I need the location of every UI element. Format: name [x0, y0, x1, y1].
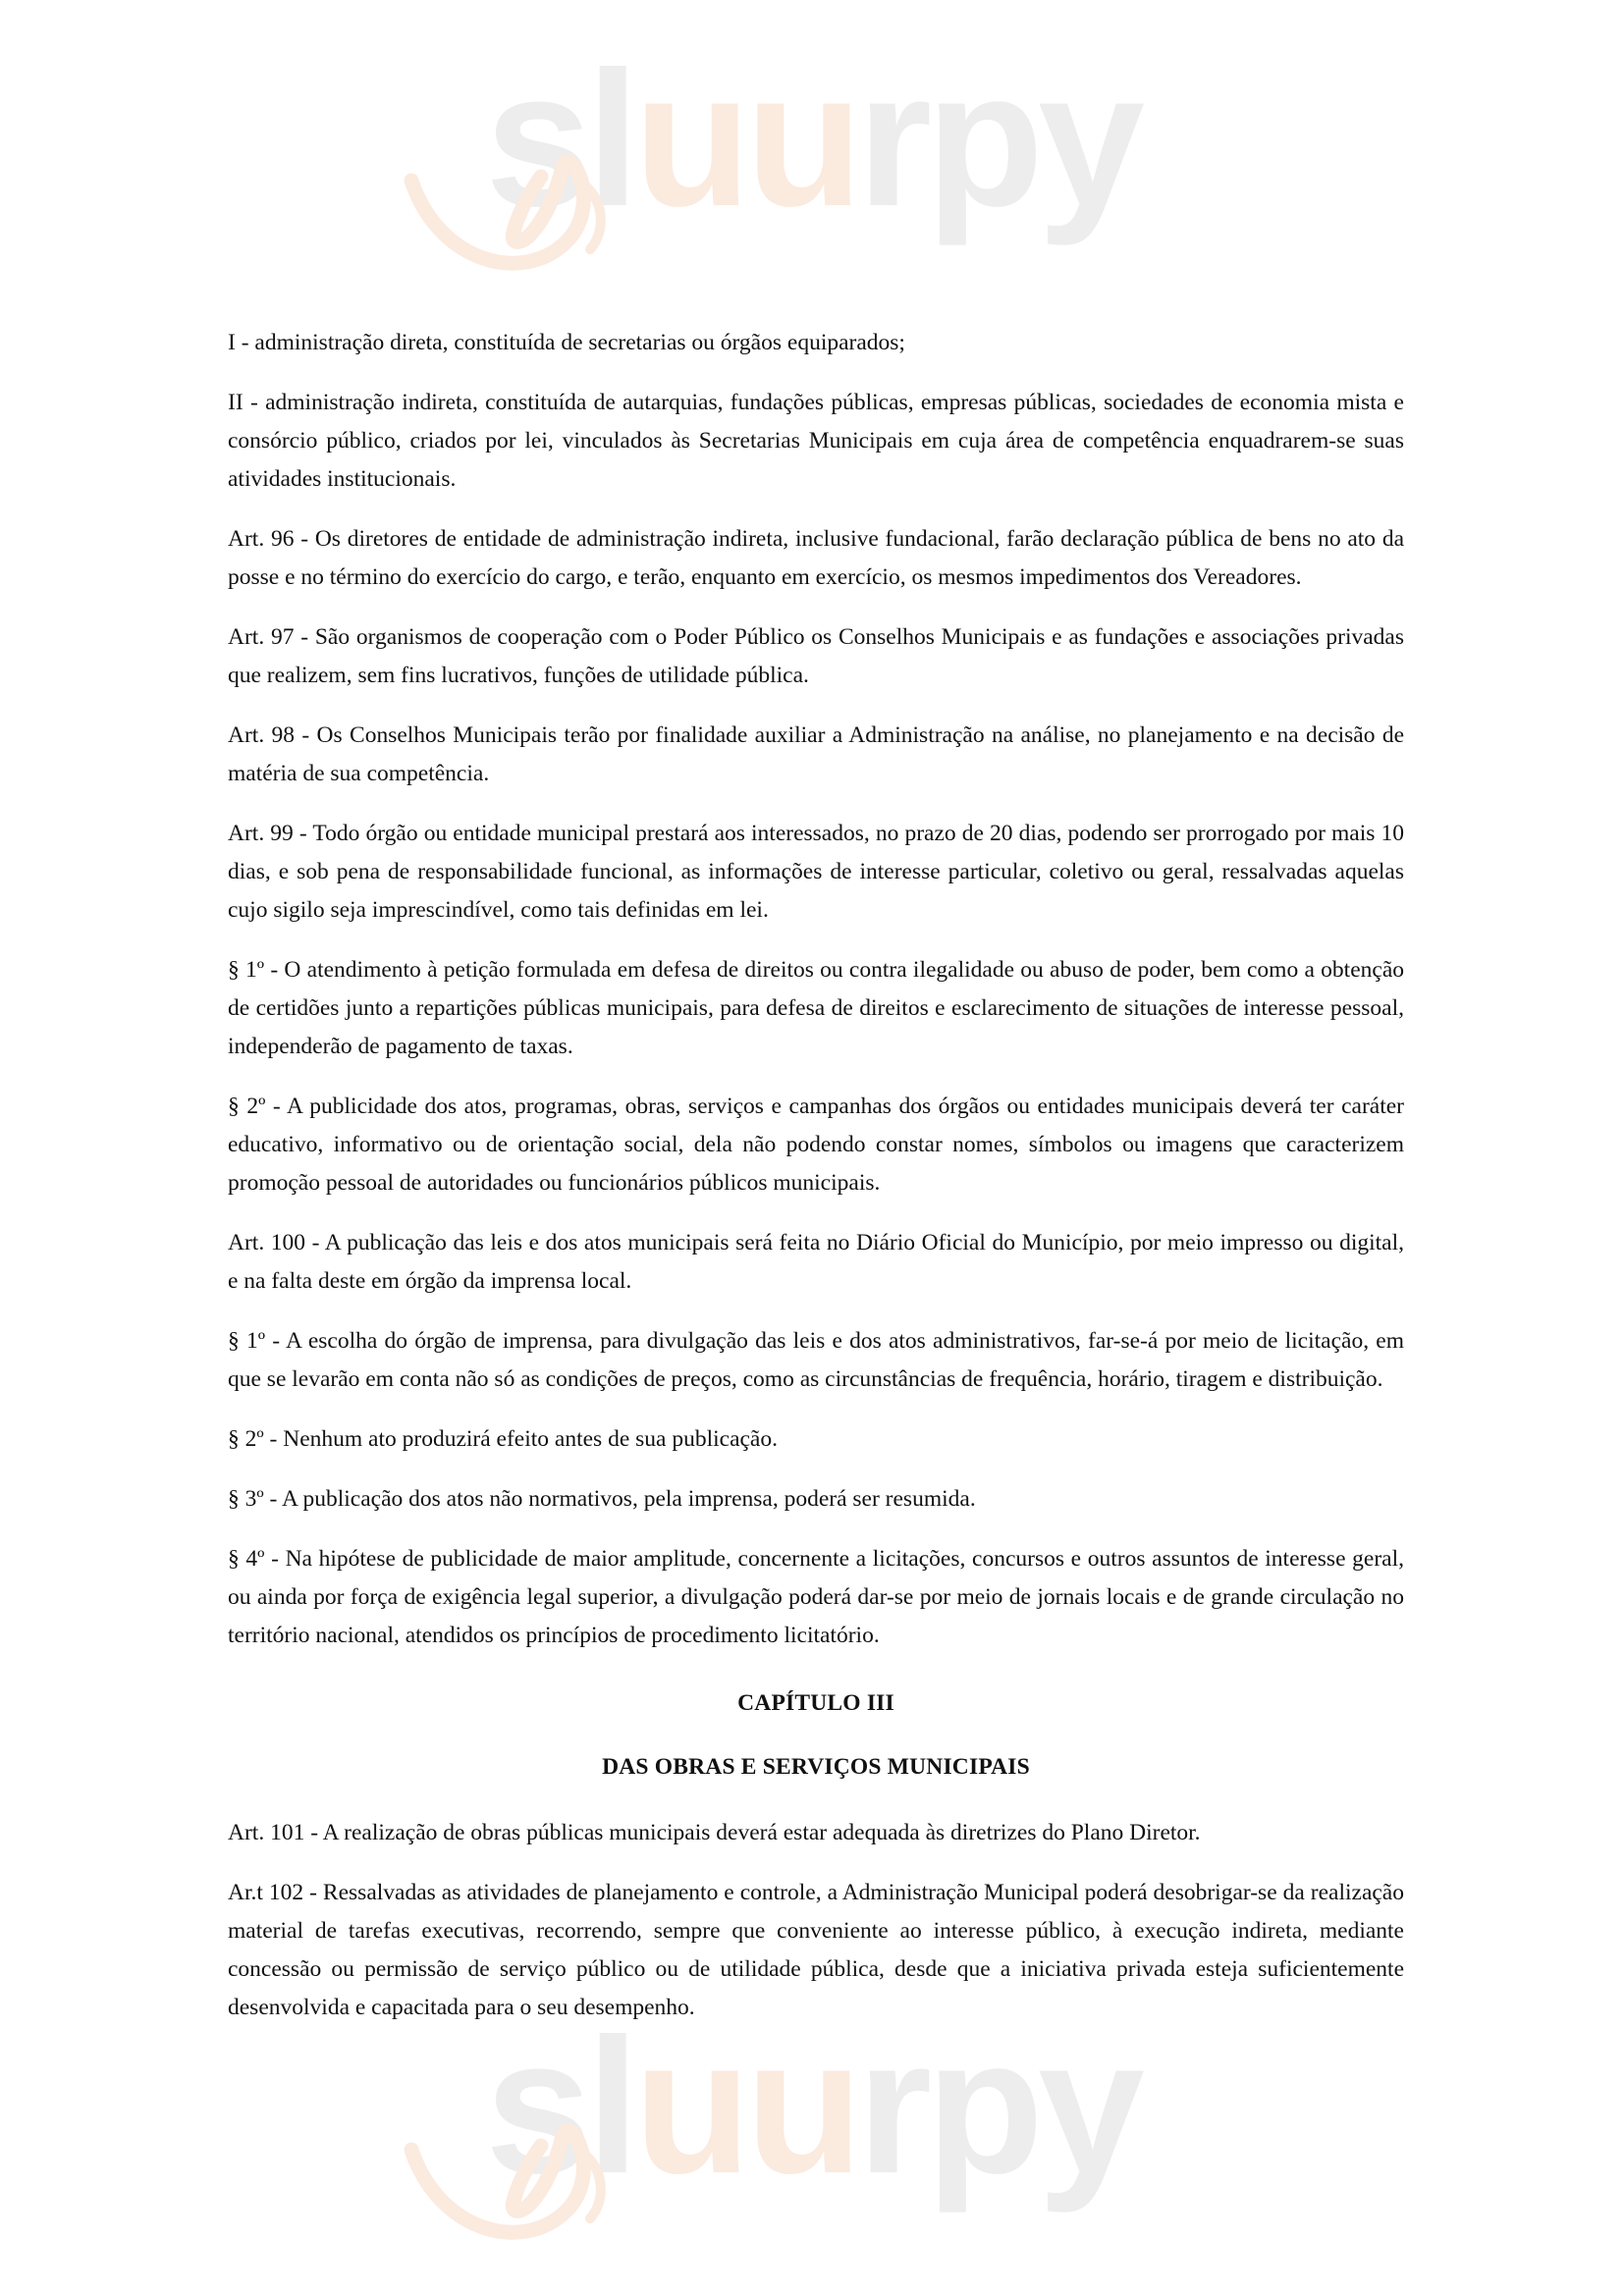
paragraph-art-102: Ar.t 102 - Ressalvadas as atividades de planejamento e controle, a Administração Municipal poderá desobrigar-se da realização material de tarefas executivas, recorrendo, sempre que conveniente ao interesse público, à execução indireta, mediante concessão ou permissão de serviço público ou de utilidade pública, desde que a iniciativa privada esteja suficientemente desenvolvida e capacitada para o seu desempenho. — [228, 1880, 1404, 2020]
paragraph-art-100-par-4: § 4º - Na hipótese de publicidade de maior amplitude, concernente a licitações, concursos e outros assuntos de interesse geral, ou ainda por força de exigência legal superior, a divulgação poderá dar-se por meio de jornais locais e de grande circulação no território nacional, atendidos os princípios de procedimento licitatório. — [228, 1546, 1404, 1648]
watermark-text-part2-bottom: uu — [633, 1999, 857, 2214]
document-body — [228, 324, 1404, 2027]
watermark-text-part3-bottom: rpy — [856, 1999, 1139, 2214]
watermark-text-part3: rpy — [856, 31, 1139, 246]
smile-swoosh-icon — [394, 147, 639, 285]
watermark-text-part1-bottom: sl — [485, 1999, 634, 2214]
paragraph-art-99-par-2: § 2º - A publicidade dos atos, programas, obras, serviços e campanhas dos órgãos ou entidades municipais deverá ter caráter educativo, informativo ou de orientação social, dela não podendo constar nomes, símbolos ou imagens que caracterizem promoção pessoal de autoridades ou funcionários públicos municipais. — [228, 1094, 1404, 1196]
smile-swoosh-icon-bottom — [394, 2116, 639, 2254]
watermark-text-part1: sl — [485, 31, 634, 246]
heading-capitulo-iii: CAPÍTULO III — [737, 1690, 894, 1716]
paragraph-art-97: Art. 97 - São organismos de cooperação com o Poder Público os Conselhos Municipais e as fundações e associações privadas que realizem, sem fins lucrativos, funções de utilidade pública. — [228, 624, 1404, 688]
paragraph-inciso-ii: II - administração indireta, constituída de autarquias, fundações públicas, empresas públicas, sociedades de economia mista e consórcio público, criados por lei, vinculados às Secretarias Municipais em cuja área de competência enquadrarem-se suas atividades institucionais. — [228, 390, 1404, 492]
paragraph-art-100-par-2: § 2º - Nenhum ato produzirá efeito antes de sua publicação. — [228, 1426, 778, 1452]
paragraph-art-99-par-1: § 1º - O atendimento à petição formulada em defesa de direitos ou contra ilegalidade ou abuso de poder, bem como a obtenção de certidões junto a repartições públicas municipais, para defesa de direitos e esclarecimento de situações de interesse pessoal, independerão de pagamento de taxas. — [228, 957, 1404, 1059]
paragraph-art-96: Art. 96 - Os diretores de entidade de administração indireta, inclusive fundacional, farão declaração pública de bens no ato da posse e no término do exercício do cargo, e terão, enquanto em exercício, os mesmos impedimentos dos Vereadores. — [228, 526, 1404, 590]
paragraph-art-101: Art. 101 - A realização de obras públicas municipais deverá estar adequada às diretrizes do Plano Diretor. — [228, 1820, 1201, 1845]
paragraph-art-99: Art. 99 - Todo órgão ou entidade municipal prestará aos interessados, no prazo de 20 dias, podendo ser prorrogado por mais 10 dias, e sob pena de responsabilidade funcional, as informações de interesse particular, coletivo ou geral, ressalvadas aquelas cujo sigilo seja imprescindível, como tais definidas em lei. — [228, 821, 1404, 923]
paragraph-art-100: Art. 100 - A publicação das leis e dos atos municipais será feita no Diário Oficial do Município, por meio impresso ou digital, e na falta deste em órgão da imprensa local. — [228, 1230, 1404, 1294]
watermark-top — [0, 31, 1624, 246]
paragraph-art-100-par-1: § 1º - A escolha do órgão de imprensa, para divulgação das leis e dos atos administrativos, far-se-á por meio de licitação, em que se levarão em conta não só as condições de preços, como as circunstâncias de frequência, horário, tiragem e distribuição. — [228, 1328, 1404, 1392]
watermark-bottom — [0, 1999, 1624, 2214]
watermark-text-part2: uu — [633, 31, 857, 246]
paragraph-art-100-par-3: § 3º - A publicação dos atos não normativos, pela imprensa, poderá ser resumida. — [228, 1486, 976, 1512]
paragraph-inciso-i: I - administração direta, constituída de secretarias ou órgãos equiparados; — [228, 330, 905, 355]
paragraph-art-98: Art. 98 - Os Conselhos Municipais terão por finalidade auxiliar a Administração na análise, no planejamento e na decisão de matéria de sua competência. — [228, 722, 1404, 786]
heading-capitulo-iii-subtitle: DAS OBRAS E SERVIÇOS MUNICIPAIS — [602, 1754, 1030, 1780]
